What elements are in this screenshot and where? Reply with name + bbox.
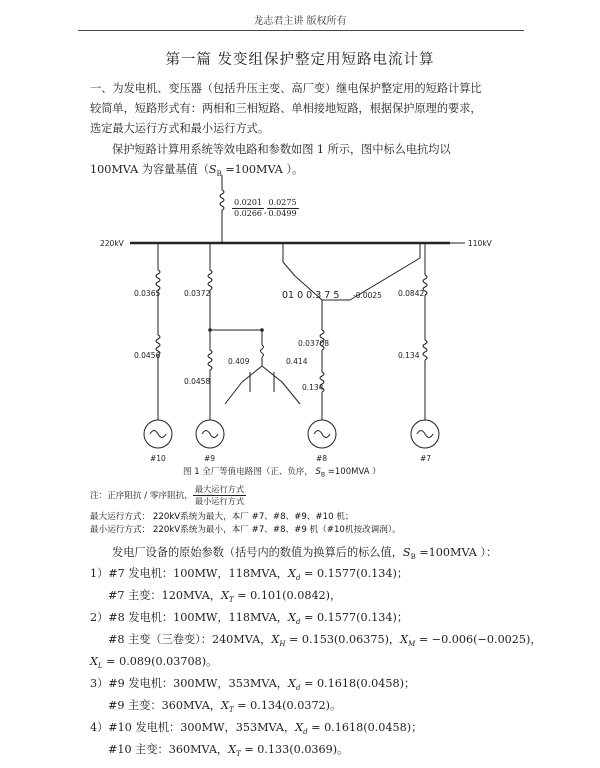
source-impedance: $\frac{0.0201}{0.0266}$ , $\frac{0.0275}{0.0499}$ xyxy=(234,198,297,218)
param-line-4: #8 主变（三卷变）：240MVA，$X_H = 0.153(0.06375)$，$X_M = -0.006(-0.0025)$， xyxy=(108,633,542,649)
intro-line-5-rest: =100MVA ）。 xyxy=(221,163,304,176)
g7-lower-label: 0.134 xyxy=(398,351,420,360)
param-line-5: $X_L = 0.089(0.03708)$。 xyxy=(90,655,218,671)
impedance-note: 注：正序阻抗 / 零序阻抗， $\frac{\text{最大运行方式}}{\text{最小运行方式}}$ xyxy=(90,484,245,506)
sb-subscript: B xyxy=(216,170,222,179)
gen-10-label: #10 xyxy=(150,454,166,463)
param-line-7: #9 主变：360MVA，$X_T = 0.134(0.0372)$。 xyxy=(108,699,342,715)
source-frac-1: $\frac{0.0201}{0.0266}$ xyxy=(234,198,262,218)
param-line-8: 4）#10 发电机：300MW，353MVA，$X_d = 0.1618(0.0458)$； xyxy=(90,721,423,737)
t3-ratio2-label: -0.0025 xyxy=(353,291,382,300)
intro-line-3: 选定最大运行方式和最小运行方式。 xyxy=(90,122,270,135)
g9-lower-label: 0.0458 xyxy=(184,377,211,386)
gen-8-label: #8 xyxy=(316,454,328,463)
bus-110kv-label: 110kV xyxy=(468,239,492,248)
sb-symbol: S xyxy=(208,163,217,176)
min-mode-note: 最小运行方式： 220kV系统为最小，本厂 #7、#8、#9 机（#10机按改调润）。 xyxy=(90,525,401,535)
g10-lower-label: 0.0456 xyxy=(134,351,161,360)
source-frac-2: $\frac{0.0275}{0.0499}$ xyxy=(268,198,297,218)
star-right-label: 0.414 xyxy=(286,357,308,366)
g10-upper-label: 0.0365 xyxy=(134,289,161,298)
param-line-3: 2）#8 发电机：100MW，118MVA，$X_d = 0.1577(0.134)$； xyxy=(90,611,409,627)
t3-ratio-label: 01 0 0.3 7 5 xyxy=(282,290,340,301)
t8-mid-label: 0.03708 xyxy=(298,339,330,348)
g7-upper-label: 0.0842 xyxy=(398,289,425,298)
figure-caption: 图 1 全厂等值电路图（正、负序， $S_B =100MVA$ ） xyxy=(183,467,381,479)
gen-7-label: #7 xyxy=(420,454,432,463)
intro-line-5-text: 100MVA 为容量基值（ xyxy=(90,163,209,176)
g9-upper-label: 0.0372 xyxy=(184,289,211,298)
star-left-label: 0.409 xyxy=(228,357,250,366)
page-title: 第一篇 发变组保护整定用短路电流计算 xyxy=(165,52,435,68)
intro-line-2: 较简单，短路形式有：两相和三相短路、单相接地短路，根据保护原理的要求， xyxy=(90,102,482,115)
param-line-1: 1）#7 发电机：100MW，118MVA，$X_d = 0.1577(0.134)$； xyxy=(90,567,409,583)
t8-lower-label: 0.134 xyxy=(302,383,324,392)
param-line-9: #10 主变：360MVA，$X_T = 0.133(0.0369)$。 xyxy=(108,743,349,759)
gen-9-label: #9 xyxy=(204,454,216,463)
intro-line-1: 一、为发电机、变压器（包括升压主变、高厂变）继电保护整定用的短路计算比 xyxy=(90,82,482,95)
intro-line-4: 保护短路计算用系统等效电路和参数如图 1 所示，图中标么电抗均以 xyxy=(112,143,451,156)
max-mode-note: 最大运行方式： 220kV系统为最大，本厂 #7、#8、#9、#10 机； xyxy=(90,512,354,522)
param-line-6: 3）#9 发电机：300MW，353MVA，$X_d = 0.1618(0.0458)$； xyxy=(90,677,416,693)
page-header: 龙志君主讲 版权所有 xyxy=(253,16,347,27)
note-frac: $\frac{\text{最大运行方式}}{\text{最小运行方式}}$ xyxy=(194,484,245,506)
bus-220kv-label: 220kV xyxy=(100,239,124,248)
params-intro: 发电厂设备的原始参数（括号内的数值为换算后的标么值，$S_B =100MVA$ ）： xyxy=(112,546,498,562)
param-line-2: #7 主变：120MVA，$X_T = 0.101(0.0842)$， xyxy=(108,589,342,605)
